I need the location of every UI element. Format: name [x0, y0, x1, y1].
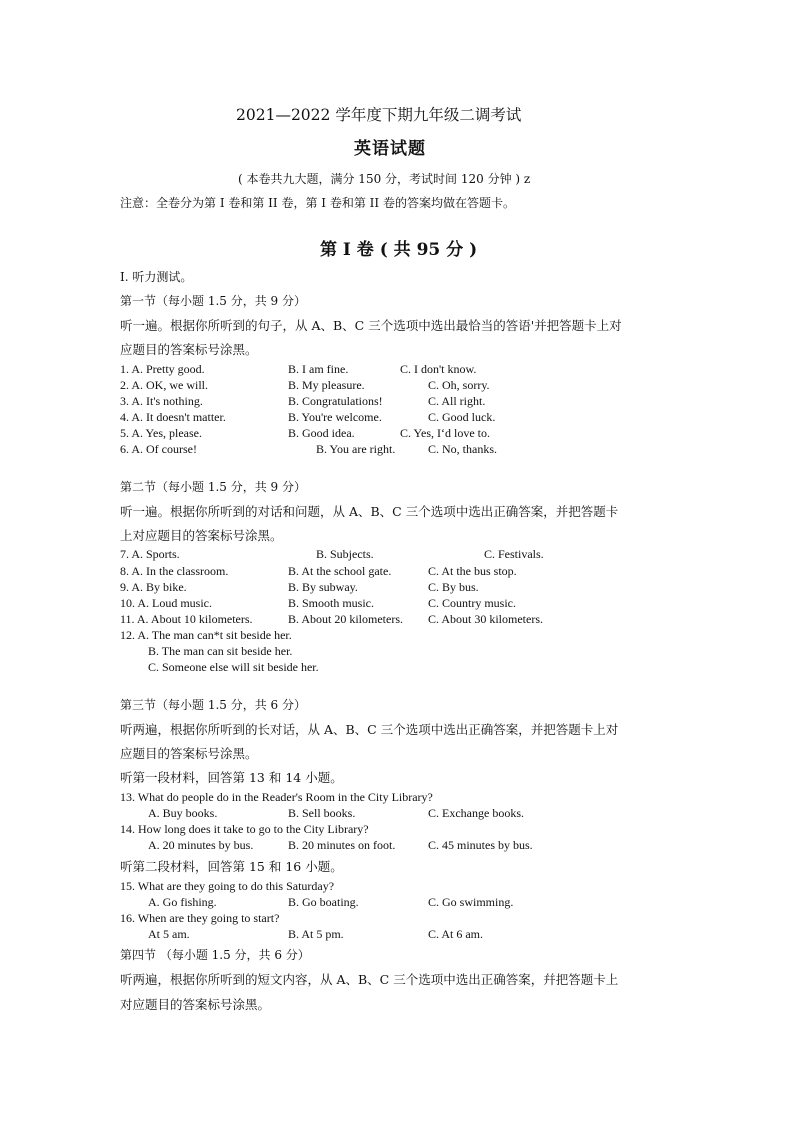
- option-c: C. About 30 kilometers.: [428, 612, 543, 626]
- option-b: B. 20 minutes on foot.: [288, 838, 396, 852]
- section-4-instruction-cont: 对应题目的答案标号涂黑。: [120, 997, 271, 1012]
- question-text: 13. What do people do in the Reader's Room in the City Library?: [120, 790, 433, 804]
- option-a: 3. A. It's nothing.: [120, 394, 203, 408]
- option-b: B. Sell books.: [288, 806, 356, 820]
- volume-title: 第 I 卷 ( 共 95 分 ): [320, 240, 478, 260]
- section-3-instruction-cont: 应题目的答案标号涂黑。: [120, 746, 258, 761]
- section-2-title: 第二节（每小题 1.5 分，共 9 分）: [120, 480, 306, 494]
- option-c: C. Good luck.: [428, 410, 496, 424]
- option-a: A. 20 minutes by bus.: [148, 838, 254, 852]
- section-1-instruction-cont: 应题目的答案标号涂黑。: [120, 342, 258, 357]
- option-c: C. All right.: [428, 394, 486, 408]
- option-b: B. You're welcome.: [288, 410, 382, 424]
- option-a: 1. A. Pretty good.: [120, 362, 205, 376]
- section-1-title: 第一节（每小题 1.5 分，共 9 分）: [120, 294, 306, 308]
- section-2-instruction: 听一遍。根据你所听到的对话和问题，从 A、B、C 三个选项中选出正确答案，并把答题卡: [120, 504, 619, 519]
- option-a: A. Go fishing.: [148, 895, 217, 909]
- option-a: 2. A. OK, we will.: [120, 378, 208, 392]
- option-c: C. 45 minutes by bus.: [428, 838, 533, 852]
- option-c: C. Exchange books.: [428, 806, 524, 820]
- option-b: B. Good idea.: [288, 426, 355, 440]
- part-title: I. 听力测试。: [120, 270, 193, 284]
- question-text: 15. What are they going to do this Saturday?: [120, 879, 335, 893]
- option-c: C. No, thanks.: [428, 442, 497, 456]
- attention-note: 注意：全卷分为第 I 卷和第 II 卷，第 I 卷和第 II 卷的答案均做在答题卡。: [120, 196, 515, 210]
- section-4-title: 第四节 （每小题 1.5 分，共 6 分）: [120, 948, 310, 962]
- option-c: C. At the bus stop.: [428, 564, 517, 578]
- option-c: C. At 6 am.: [428, 927, 484, 941]
- exam-note: ( 本卷共九大题，满分 150 分，考试时间 120 分钟 ) z: [238, 172, 531, 186]
- question-text: 16. When are they going to start?: [120, 911, 280, 925]
- option-b: B. By subway.: [288, 580, 358, 594]
- option-b: B. About 20 kilometers.: [288, 612, 403, 626]
- subject-title: 英语试题: [354, 139, 426, 159]
- option-c: C. Yes, I‘d love to.: [400, 426, 491, 440]
- option-a: 9. A. By bike.: [120, 580, 187, 594]
- option-b: B. At 5 pm.: [288, 927, 344, 941]
- option-a: 8. A. In the classroom.: [120, 564, 229, 578]
- option-b: B. Go boating.: [288, 895, 359, 909]
- option-b: B. You are right.: [316, 442, 396, 456]
- exam-title: 2021—2022 学年度下期九年级二调考试: [236, 106, 522, 124]
- option-a: 4. A. It doesn't matter.: [120, 410, 226, 424]
- option-b: B. Subjects.: [316, 547, 374, 561]
- question-text: 14. How long does it take to go to the City Library?: [120, 822, 369, 836]
- option-b: B. Congratulations!: [288, 394, 383, 408]
- material-2-note: 听第二段材料，回答第 15 和 16 小题。: [120, 859, 343, 874]
- option-b: B. The man can sit beside her.: [148, 644, 293, 658]
- section-4-instruction: 听两遍，根据你所听到的短文内容，从 A、B、C 三个选项中选出正确答案，幷把答题卡上: [120, 972, 619, 987]
- section-3-title: 第三节（每小题 1.5 分，共 6 分）: [120, 698, 306, 712]
- option-c: C. Country music.: [428, 596, 517, 610]
- option-a: At 5 am.: [148, 927, 190, 941]
- option-a: 6. A. Of course!: [120, 442, 197, 456]
- option-c: C. Oh, sorry.: [428, 378, 490, 392]
- option-c: C. Festivals.: [484, 547, 544, 561]
- option-b: B. I am fine.: [288, 362, 349, 376]
- option-a: A. Buy books.: [148, 806, 218, 820]
- section-2-instruction-cont: 上对应题目的答案标号涂黑。: [120, 528, 283, 543]
- option-c: C. I don't know.: [400, 362, 477, 376]
- option-b: B. At the school gate.: [288, 564, 392, 578]
- option-a: 5. A. Yes, please.: [120, 426, 203, 440]
- option-b: B. My pleasure.: [288, 378, 365, 392]
- option-a: 11. A. About 10 kilometers.: [120, 612, 253, 626]
- option-a: 12. A. The man can*t sit beside her.: [120, 628, 292, 642]
- option-a: 10. A. Loud music.: [120, 596, 212, 610]
- option-a: 7. A. Sports.: [120, 547, 180, 561]
- option-b: B. Smooth music.: [288, 596, 375, 610]
- material-1-note: 听第一段材料，回答第 13 和 14 小题。: [120, 770, 343, 785]
- section-3-instruction: 听两遍，根据你所听到的长对话，从 A、B、C 三个选项中选出正确答案，并把答题卡上对: [120, 722, 619, 737]
- section-1-instruction: 听一遍。根据你所听到的句子，从 A、B、C 三个选项中选出最恰当的答语'并把答题卡上对: [120, 318, 622, 333]
- option-c: C. By bus.: [428, 580, 479, 594]
- option-c: C. Someone else will sit beside her.: [148, 660, 319, 674]
- option-c: C. Go swimming.: [428, 895, 514, 909]
